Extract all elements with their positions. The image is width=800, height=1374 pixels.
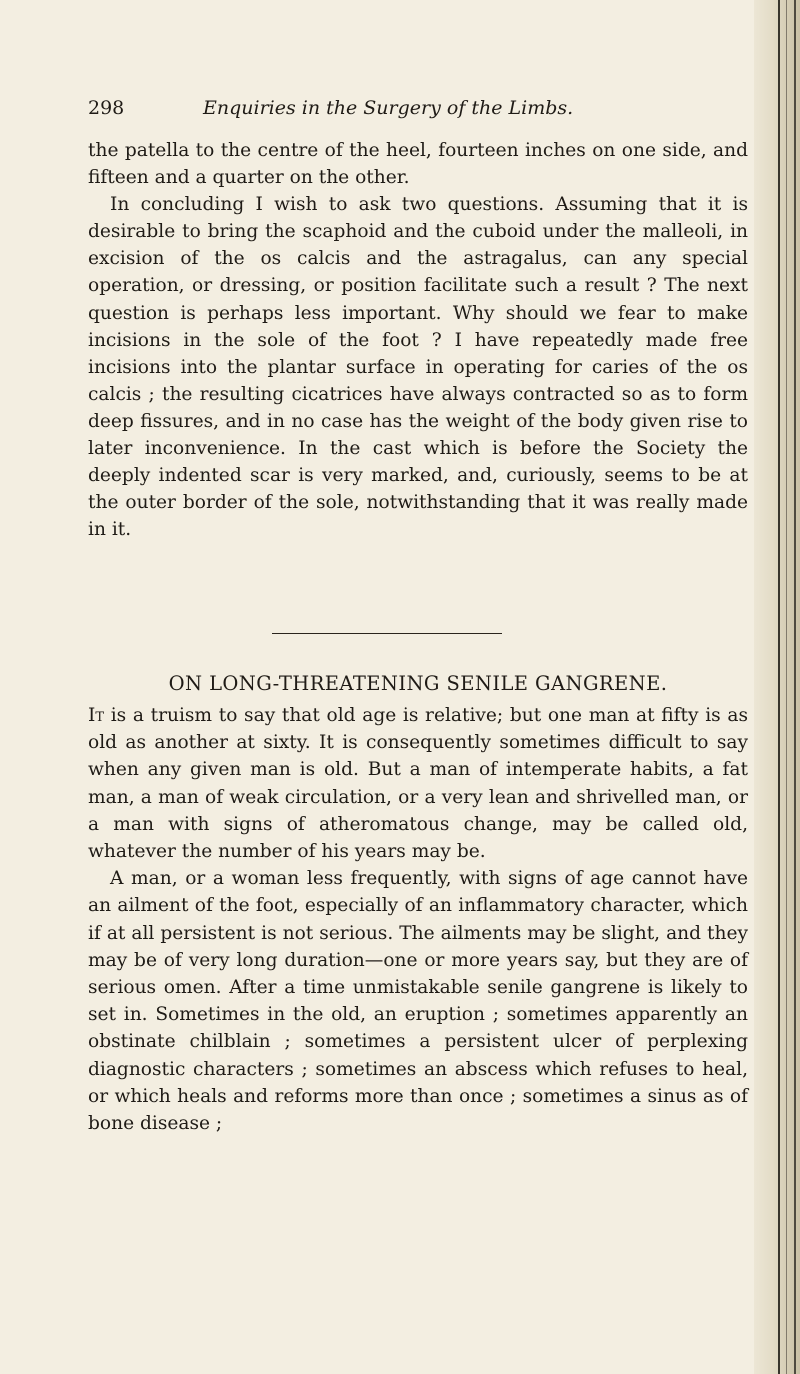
- paragraph-text: is a truism to say that old age is relative; but one man at fifty is as old as another at sixty. It is consequently sometimes difficult to say when any given man is old. But a man of intemperate habits, a fat man, a man of weak circulation, or a very lean and shrivelled man, or a man with signs of atheromatous change, may be called old, whatever the number of his years may be.: [88, 705, 748, 863]
- paragraph: the patella to the centre of the heel, fourteen inches on one side, and fifteen and a quarter on the other.: [88, 140, 748, 189]
- page-edge-line: [794, 0, 796, 1374]
- section-title: ON LONG-THREATENING SENILE GANGRENE.: [168, 672, 668, 695]
- book-page-edge: [754, 0, 800, 1374]
- section-divider-rule: [272, 633, 502, 634]
- section-text: [88, 702, 748, 1137]
- paragraph: In concluding I wish to ask two questions. Assuming that it is desirable to bring the scaphoid and the cuboid under the malleoli, in excision of the os calcis and the astragalus, can any special operation, or dressing, or position facilitate such a result ? The next question is perhaps less important. Why should we fear to make incisions in the sole of the foot ? I have repeatedly made free incisions into the plantar surface in operating for caries of the os calcis ; the resulting cicatrices have always contracted so as to form deep fissures, and in no case has the weight of the body given rise to later inconvenience. In the cast which is before the Society the deeply indented scar is very marked, and, curiously, seems to be at the outer border of the sole, notwithstanding that it was really made in it.: [88, 194, 748, 541]
- page-header: [88, 97, 748, 127]
- page-number: 298: [88, 97, 125, 119]
- paragraph: A man, or a woman less frequently, with signs of age cannot have an ailment of the foot, especially of an inflammatory character, which if at all persistent is not serious. The ailments may be slight, and they may be of very long duration—one or more years say, but they are of serious omen. After a time unmistakable senile gangrene is likely to set in. Sometimes in the old, an eruption ; sometimes apparently an obstinate chilblain ; sometimes a persistent ulcer of perplexing diagnostic characters ; sometimes an abscess which refuses to heal, or which heals and reforms more than once ; sometimes a sinus as of bone disease ;: [88, 868, 748, 1135]
- paragraph: [88, 702, 748, 865]
- page-edge-line: [778, 0, 780, 1374]
- running-head: Enquiries in the Surgery of the Limbs.: [203, 97, 574, 119]
- page-edge-line: [786, 0, 787, 1374]
- body-text: [88, 137, 748, 543]
- opening-word: It: [88, 705, 105, 726]
